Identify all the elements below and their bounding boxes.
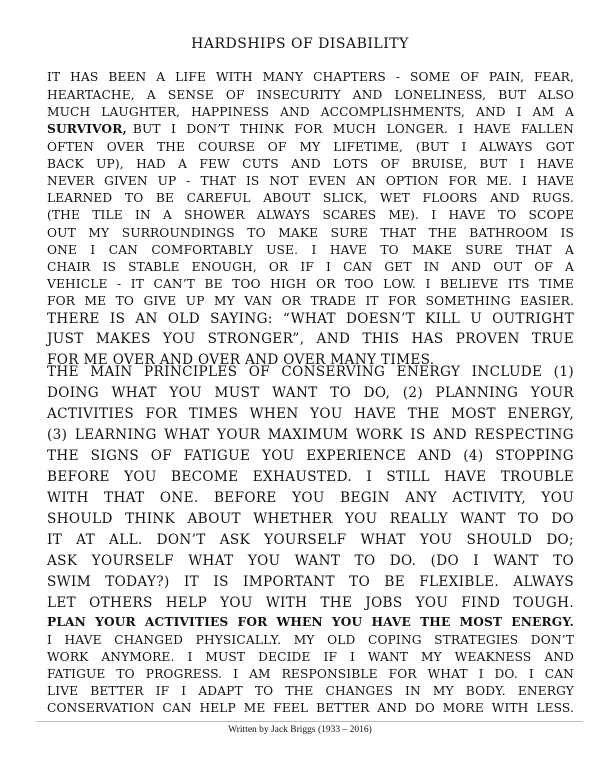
- paragraph-1-line: CHAIR IS STABLE ENOUGH, OR IF I CAN GET IN AND OUT OF A: [47, 260, 574, 274]
- paragraph-2-line: THE SIGNS OF FATIGUE YOU EXPERIENCE AND (4) STOPPING: [47, 448, 574, 464]
- footer-divider: [37, 721, 583, 722]
- paragraph-2-line: THE MAIN PRINCIPLES OF CONSERVING ENERGY INCLUDE (1): [47, 364, 574, 380]
- paragraph-1-line: HEARTACHE, A SENSE OF INSECURITY AND LONELINESS, BUT ALSO: [47, 88, 574, 102]
- paragraph-2-line: SHOULD THINK ABOUT WHETHER YOU REALLY WANT TO DO: [47, 511, 574, 527]
- paragraph-2-line: BEFORE YOU BECOME EXHAUSTED. I STILL HAVE TROUBLE: [47, 469, 574, 485]
- paragraph-2-line: WITH THAT ONE. BEFORE YOU BEGIN ANY ACTIVITY, YOU: [47, 490, 574, 506]
- bold-emphasis-line: PLAN YOUR ACTIVITIES FOR WHEN YOU HAVE THE MOST ENERGY.: [47, 615, 574, 629]
- paragraph-2-line: ACTIVITIES FOR TIMES WHEN YOU HAVE THE MOST ENERGY,: [47, 406, 574, 422]
- paragraph-1-line: BUT I DON’T THINK FOR MUCH LONGER. I HAVE FALLEN: [132, 122, 574, 136]
- paragraph-1-line: BACK UP), HAD A FEW CUTS AND LOTS OF BRUISE, BUT I HAVE: [47, 157, 574, 171]
- paragraph-2-line: CONSERVATION CAN HELP ME FEEL BETTER AND DO MORE WITH LESS.: [47, 701, 574, 715]
- paragraph-1-line: FOR ME TO GIVE UP MY VAN OR TRADE IT FOR SOMETHING EASIER.: [47, 294, 574, 308]
- paragraph-1-line: OFTEN OVER THE COURSE OF MY LIFETIME, (BUT I ALWAYS GOT: [47, 140, 574, 154]
- paragraph-1-line: JUST MAKES YOU STRONGER”, AND THIS HAS PROVEN TRUE: [47, 331, 574, 347]
- paragraph-2-line: LIVE BETTER IF I ADAPT TO THE CHANGES IN MY BODY. ENERGY: [47, 684, 574, 698]
- paragraph-1-line: IT HAS BEEN A LIFE WITH MANY CHAPTERS - SOME OF PAIN, FEAR,: [47, 70, 574, 84]
- paragraph-1-line: MUCH LAUGHTER, HAPPINESS AND ACCOMPLISHMENTS, AND I AM A: [47, 105, 574, 119]
- paragraph-2-line: IT AT ALL. DON’T ASK YOURSELF WHAT YOU SHOULD DO;: [47, 532, 574, 548]
- author-credit: Written by Jack Briggs (1933 – 2016): [228, 725, 372, 735]
- page-title: HARDSHIPS OF DISABILITY: [191, 36, 409, 52]
- paragraph-1-line: LEARNED TO BE CAREFUL ABOUT SLICK, WET FLOORS AND RUGS.: [47, 191, 574, 205]
- paragraph-2-line: LET OTHERS HELP YOU WITH THE JOBS YOU FIND TOUGH.: [47, 595, 574, 611]
- paragraph-2-line: SWIM TODAY?) IT IS IMPORTANT TO BE FLEXIBLE. ALWAYS: [47, 574, 574, 590]
- paragraph-1-line: FOR ME OVER AND OVER AND OVER MANY TIMES.: [47, 352, 435, 368]
- paragraph-1-line: (THE TILE IN A SHOWER ALWAYS SCARES ME). I HAVE TO SCOPE: [47, 208, 574, 222]
- paragraph-1-line: ONE I CAN COMFORTABLY USE. I HAVE TO MAKE SURE THAT A: [47, 243, 574, 257]
- paragraph-2-line: DOING WHAT YOU MUST WANT TO DO, (2) PLANNING YOUR: [47, 385, 574, 401]
- paragraph-1-line: VEHICLE - IT CAN’T BE TOO HIGH OR TOO LOW. I BELIEVE ITS TIME: [47, 277, 574, 291]
- paragraph-1-line-survivor: [47, 122, 574, 136]
- paragraph-2-line: I HAVE CHANGED PHYSICALLY. MY OLD COPING STRATEGIES DON’T: [47, 633, 574, 647]
- paragraph-2-line: (3) LEARNING WHAT YOUR MAXIMUM WORK IS AND RESPECTING: [47, 427, 574, 443]
- paragraph-2-line: WORK ANYMORE. I MUST DECIDE IF I WANT MY WEAKNESS AND: [47, 650, 574, 664]
- paragraph-2-line: FATIGUE TO PROGRESS. I AM RESPONSIBLE FOR WHAT I DO. I CAN: [47, 667, 574, 681]
- paragraph-1-line: THERE IS AN OLD SAYING: “WHAT DOESN’T KILL U OUTRIGHT: [47, 311, 574, 327]
- paragraph-2-line: ASK YOURSELF WHAT YOU WANT TO DO. (DO I WANT TO: [47, 553, 574, 569]
- survivor-emphasis: SURVIVOR,: [47, 122, 127, 136]
- paragraph-1-line: OUT MY SURROUNDINGS TO MAKE SURE THAT THE BATHROOM IS: [47, 226, 574, 240]
- paragraph-1-line: NEVER GIVEN UP - THAT IS NOT EVEN AN OPTION FOR ME. I HAVE: [47, 174, 574, 188]
